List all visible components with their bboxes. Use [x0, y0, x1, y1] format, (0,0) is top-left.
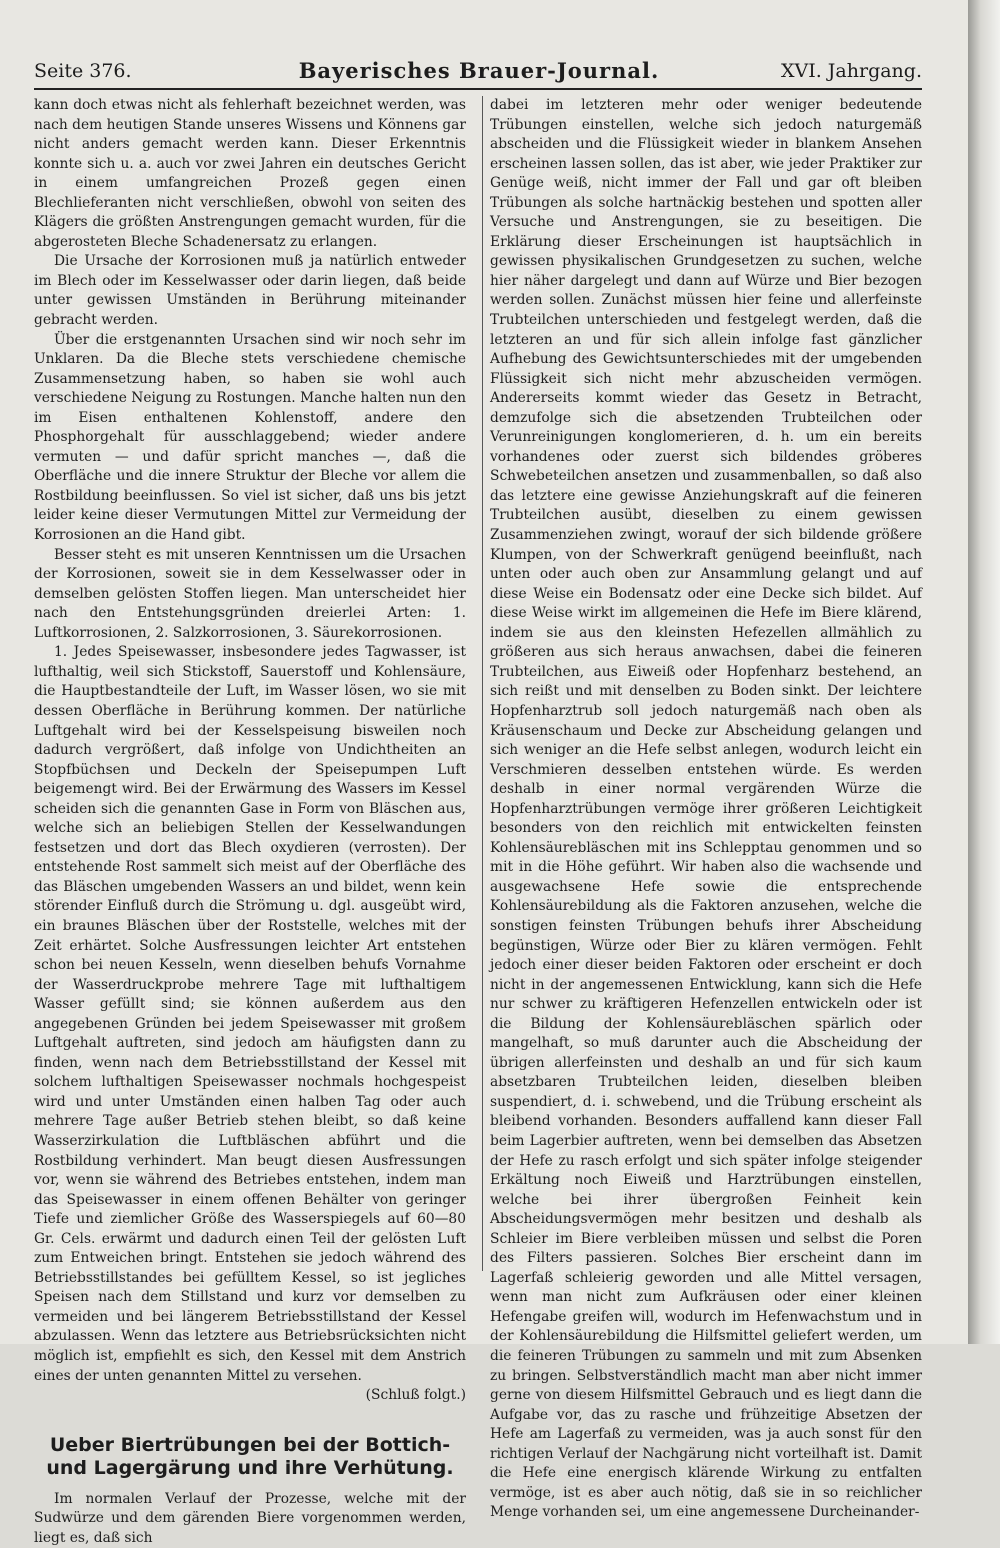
signoff: (Schluß folgt.): [365, 1387, 466, 1404]
journal-title: Bayerisches Brauer-Journal.: [298, 58, 660, 83]
header-rule: [34, 88, 922, 90]
left-column: [34, 96, 466, 1546]
paragraph: 1. Jedes Speisewasser, insbesondere jedes Tagwasser, ist lufthaltig, weil sich Stickstoff, Sauerstoff und Kohlensäure, die Hauptbestandteile der Luft, im Wasser lösen, wo sie mit dessen Oberfläche in Berührung kommen. Der natürliche Luftgehalt wird bei der Kesselspeisung bisweilen noch dadurch vergrößert, daß infolge von Undichtheiten an Stopfbüchsen und Deckeln der Speisepumpen Luft beigemengt wird. Bei der Erwärmung des Wassers im Kessel scheiden sich die genannten Gase in Form von Bläschen aus, welche sich an beliebigen Stellen der Kesselwandungen festsetzen und dort das Blech oxydieren (verrosten). Der entstehende Rost sammelt sich meist auf der Oberfläche des das Bläschen umgebenden Wassers an und bildet, wenn kein störender Einfluß durch die Strömung u. dgl. ausgeübt wird, ein braunes Bläschen über der Roststelle, welches mit der Zeit erhärtet. Solche Ausfressungen leichter Art entstehen schon bei neuen Kesseln, wenn dieselben behufs Vornahme der Wasserdruckprobe mehrere Tage mit lufthaltigem Wasser gefüllt sind; sie können außerdem aus den angegebenen Gründen bei jedem Speisewasser mit großem Luftgehalt auftreten, sind jedoch am häufigsten dann zu finden, wenn nach dem Betriebsstillstand der Kessel mit solchem lufthaltigen Speisewasser nochmals hochgespeist wird und unter Umständen einen halben Tag oder auch mehrere Tage außer Betrieb stehen bleibt, so daß keine Wasserzirkulation die Luftbläschen abführt und die Rostbildung verhindert. Man beugt diesen Ausfressungen vor, wenn sie während des Betriebes entstehen, indem man das Speisewasser in einem offenen Behälter von geringer Tiefe und ziemlicher Größe des Wasserspiegels auf 60—80 Gr. Cels. erwärmt und dadurch einen Teil der gelösten Luft zum Entweichen bringt. Entstehen sie jedoch während des Betriebsstillstandes bei gefülltem Kessel, so ist jegliches Speisen nach dem Stillstand und kurz vor demselben zu vermeiden und bei längerem Betriebsstillstand der Kessel abzulassen. Wenn das letztere aus Betriebsrücksichten nicht möglich ist, empfiehlt es sich, den Kessel mit dem Anstrich eines der unten genannten Mittel zu versehen.: [34, 644, 466, 1384]
article-title: Ueber Biertrübungen bei der Bottich- und Lagergärung und ihre Verhütung.: [46, 1433, 454, 1479]
right-column: [490, 96, 922, 1521]
column-divider: [482, 96, 483, 1271]
article-intro: Im normalen Verlauf der Prozesse, welche mit der Sudwürze und dem gärenden Biere vorgenommen werden, liegt es, daß sich: [34, 1490, 466, 1546]
paragraph: Die Ursache der Korrosionen muß ja natürlich entweder im Blech oder im Kesselwasser oder darin liegen, daß beide unter gewissen Umständen in Berührung miteinander gebracht werden.: [34, 253, 466, 329]
volume-label: XVI. Jahrgang.: [780, 60, 922, 82]
book-spine: [968, 0, 1000, 1344]
paragraph: dabei im letzteren mehr oder weniger bedeutende Trübungen einstellen, welche sich jedoch naturgemäß abscheiden und die Flüssigkeit wieder in blankem Ansehen erscheinen lassen sollen, das ist aber, wie jeder Praktiker zur Genüge weiß, nicht immer der Fall und gar oft bleiben Trübungen als solche hartnäckig bestehen und spotten aller Versuche und Anstrengungen, sie zu beseitigen. Die Erklärung dieser Erscheinungen ist hauptsächlich in gewissen physikalischen Grundgesetzen zu suchen, welche hier näher dargelegt und dann auf Würze und Bier bezogen werden sollen. Zunächst müssen hier feine und allerfeinste Trubteilchen unterschieden und festgelegt werden, daß die letzteren an und für sich allein infolge fast gänzlicher Aufhebung des Gewichtsunterschiedes mit der umgebenden Flüssigkeit sich nicht mehr abzuscheiden vermögen. Andererseits kommt wieder das Gesetz in Betracht, demzufolge sich die absetzenden Trubteilchen oder Verunreinigungen konglomerieren, d. h. um ein bereits vorhandenes oder zuerst sich bildendes gröberes Schwebeteilchen ansetzen und zusammenballen, so daß also das letztere eine gewisse Anziehungskraft auf die feineren Trubteilchen ausübt, dieselben zu einem gewissen Zusammenziehen zwingt, worauf der sich bildende größere Klumpen, von der Schwerkraft genügend beeinflußt, nach unten oder auch oben zur Ansammlung gelangt und auf diese Weise ein Bodensatz oder eine Decke sich bildet. Auf diese Weise wirkt im allgemeinen die Hefe im Biere klärend, indem sie aus den kleinsten Hefezellen allmählich zu größeren aus sich heraus anwachsen, dabei die feineren Trubteilchen, aus Eiweiß oder Hopfenharz bestehend, an sich reißt und mit denselben zu Boden sinkt. Der leichtere Hopfenharztrub soll jedoch naturgemäß nach oben als Kräusenschaum und Decke zur Abscheidung gelangen und sich weniger an die Hefe selbst anlegen, wodurch leicht ein Verschmieren desselben entstehen würde. Es werden deshalb in einer normal vergärenden Würze die Hopfenharztrübungen vermöge ihrer größeren Leichtigkeit besonders von den reichlich mit entwickelten feinsten Kohlensäurebläschen mit ins Schlepptau genommen und so mit in die Höhe geführt. Wir haben also die wachsende und ausgewachsene Hefe sowie die entsprechende Kohlensäurebildung als die Faktoren anzusehen, welche die sonstigen feinsten Trübungen behufs ihrer Abscheidung begünstigen, Würze oder Bier zu klären vermögen. Fehlt jedoch einer dieser beiden Faktoren oder erscheint er doch nicht in der angemessenen Entwicklung, kann sich die Hefe nur schwer zu kräftigeren Hefenzellen entwickeln oder ist die Bildung der Kohlensäurebläschen spärlich oder mangelhaft, so muß darunter auch die Abscheidung der übrigen allerfeinsten und deshalb an und für sich kaum absetzbaren Trubteilchen leiden, dieselben bleiben suspendiert, d. i. schwebend, und die Trübung erscheint als bleibend vorhanden. Besonders auffallend kann dieser Fall beim Lagerbier auftreten, wenn bei demselben das Absetzen der Hefe zu rasch erfolgt und sich später infolge steigender Erkältung noch Eiweiß und Harztrübungen einstellen, welche bei ihrer übergroßen Feinheit kein Abscheidungsvermögen mehr besitzen und deshalb als Schleier im Biere verbleiben müssen und selbst die Poren des Filters passieren. Solches Bier erscheint dann im Lagerfaß schleierig geworden und alle Mittel versagen, wenn man nicht zum Aufkräusen oder einer kleinen Hefengabe greifen will, wodurch im Hefenwachstum und in der Kohlensäurebildung die Hilfsmittel geliefert werden, um die feineren Trübungen zu sammeln und mit zum Absenken zu bringen. Selbstverständlich macht man aber nicht immer gerne von diesem Hilfsmittel Gebrauch und es liegt dann die Aufgabe vor, das zu rasche und frühzeitige Absetzen der Hefe am Lagerfaß zu vermeiden, was ja auch sonst für den richtigen Verlauf der Nachgärung nicht vorteilhaft ist. Damit die Hefe eine energisch klärende Wirkung zu entfalten vermöge, ist es aber auch nötig, daß sie in so reichlicher Menge vorhanden sei, um eine angemessene Durcheinander-: [490, 97, 922, 1521]
paragraph: Über die erstgenannten Ursachen sind wir noch sehr im Unklaren. Da die Bleche stets verschiedene chemische Zusammensetzung haben, so haben sie wohl auch verschiedene Neigung zu Rostungen. Manche halten nun den im Eisen enthaltenen Kohlenstoff, andere den Phosphorgehalt für ausschlaggebend; wieder andere vermuten — und dafür spricht manches —, daß die Oberfläche und die innere Struktur der Bleche vor allem die Rostbildung beeinflussen. So viel ist sicher, daß uns bis jetzt leider keine dieser Vermutungen Mittel zur Vermeidung der Korrosionen an die Hand gibt.: [34, 331, 466, 544]
paragraph: Besser steht es mit unseren Kenntnissen um die Ursachen der Korrosionen, soweit sie in dem Kesselwasser oder in demselben gelösten Stoffen liegen. Man unterscheidet hier nach den Entstehungsgründen dreierlei Arten: 1. Luftkorrosionen, 2. Salzkorrosionen, 3. Säurekorrosionen.: [34, 546, 466, 641]
page-header: [34, 56, 922, 86]
page-number: Seite 376.: [34, 60, 132, 82]
paragraph: kann doch etwas nicht als fehlerhaft bezeichnet werden, was nach dem heutigen Stande unseres Wissens und Könnens gar nicht anders gemacht werden kann. Dieser Erkenntnis konnte sich u. a. auch vor zwei Jahren ein deutsches Gericht in einem umfangreichen Prozeß gegen einen Blechlieferanten nicht verschließen, obwohl von seiten des Klägers die größten Anstrengungen gemacht wurden, für die abgerosteten Bleche Schadenersatz zu erlangen.: [34, 97, 466, 250]
